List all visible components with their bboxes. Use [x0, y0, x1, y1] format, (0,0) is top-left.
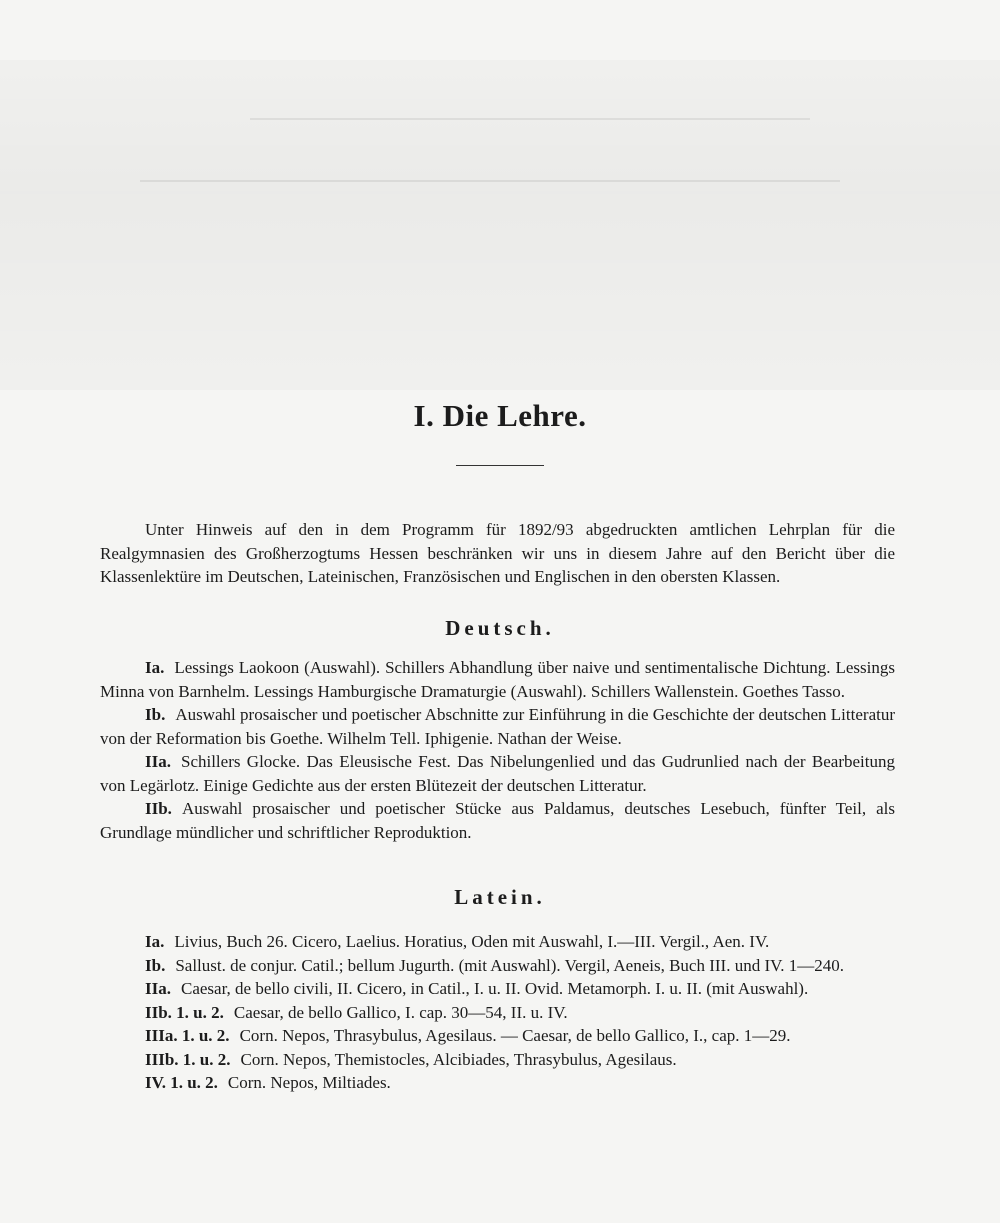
- class-label: IIa.: [145, 979, 171, 998]
- deutsch-entry: [100, 750, 895, 797]
- entry-text: Caesar, de bello Gallico, I. cap. 30—54, II. u. IV.: [233, 1002, 568, 1022]
- latein-entry: [100, 954, 895, 978]
- latein-list: [100, 930, 895, 1095]
- class-label: IIb.: [145, 799, 172, 818]
- latein-entry: [100, 1071, 895, 1095]
- title-rule: [456, 465, 544, 466]
- entry-text: Schillers Glocke. Das Eleusische Fest. Das Nibelungenlied und das Gudrunlied nach der Bearbeitung von Legärlotz. Einige Gedichte aus der ersten Blütezeit der deutschen Litteratur.: [100, 752, 895, 795]
- latein-entry: [100, 1048, 895, 1072]
- class-label: IIIa. 1. u. 2.: [145, 1026, 230, 1045]
- deutsch-list: [100, 656, 895, 844]
- class-label: Ia.: [145, 658, 165, 677]
- bleed-through-line: [250, 118, 810, 120]
- class-label: IIIb. 1. u. 2.: [145, 1049, 231, 1069]
- intro-paragraph: Unter Hinweis auf den in dem Programm für 1892/93 abgedruckten amtlichen Lehrplan für die Realgymnasien des Großherzogtums Hessen beschränken wir uns in diesem Jahre auf den Bericht über die Klassenlektüre im Deutschen, Lateinischen, Französischen und Englischen in den obersten Klassen.: [100, 520, 895, 586]
- entry-text: Auswahl prosaischer und poetischer Stücke aus Paldamus, deutsches Lesebuch, fünfter Teil, als Grundlage mündlicher und schriftlicher Reproduktion.: [100, 799, 895, 842]
- latein-entry: [100, 930, 895, 954]
- class-label: Ib.: [145, 705, 166, 724]
- class-label: IIa.: [145, 752, 171, 771]
- latein-entry: [100, 977, 895, 1001]
- entry-text: Lessings Laokoon (Auswahl). Schillers Abhandlung über naive und sentimentalische Dichtung. Lessings Minna von Barnhelm. Lessings Hamburgische Dramaturgie (Auswahl). Schillers Wallenstein. Goethes Tasso.: [100, 658, 895, 701]
- latein-entry: [100, 1024, 895, 1048]
- class-label: IV. 1. u. 2.: [145, 1073, 218, 1092]
- deutsch-heading: Deutsch.: [445, 616, 555, 640]
- class-label: Ia.: [145, 932, 165, 951]
- entry-text: Corn. Nepos, Themistocles, Alcibiades, Thrasybulus, Agesilaus.: [240, 1049, 677, 1069]
- latein-entry: [100, 1001, 895, 1025]
- bleed-through-line: [140, 180, 840, 182]
- latein-heading: Latein.: [454, 885, 546, 909]
- class-label: IIb. 1. u. 2.: [145, 1002, 224, 1022]
- entry-text: Corn. Nepos, Miltiades.: [227, 1073, 391, 1092]
- deutsch-entry: [100, 703, 895, 750]
- entry-text: Caesar, de bello civili, II. Cicero, in Catil., I. u. II. Ovid. Metamorph. I. u. II. (mit Auswahl).: [180, 979, 809, 998]
- entry-text: Corn. Nepos, Thrasybulus, Agesilaus. — Caesar, de bello Gallico, I., cap. 1—29.: [239, 1026, 791, 1045]
- deutsch-entry: [100, 797, 895, 844]
- class-label: Ib.: [145, 955, 166, 975]
- section-title: I. Die Lehre.: [413, 398, 587, 433]
- bleed-through-area: [0, 60, 1000, 390]
- deutsch-entry: [100, 656, 895, 703]
- entry-text: Auswahl prosaischer und poetischer Abschnitte zur Einführung in die Geschichte der deutschen Litteratur von der Reformation bis Goethe. Wilhelm Tell. Iphigenie. Nathan der Weise.: [100, 705, 895, 748]
- entry-text: Livius, Buch 26. Cicero, Laelius. Horatius, Oden mit Auswahl, I.—III. Vergil., Aen. IV.: [174, 932, 770, 951]
- entry-text: Sallust. de conjur. Catil.; bellum Jugurth. (mit Auswahl). Vergil, Aeneis, Buch III. und IV. 1—240.: [175, 955, 844, 975]
